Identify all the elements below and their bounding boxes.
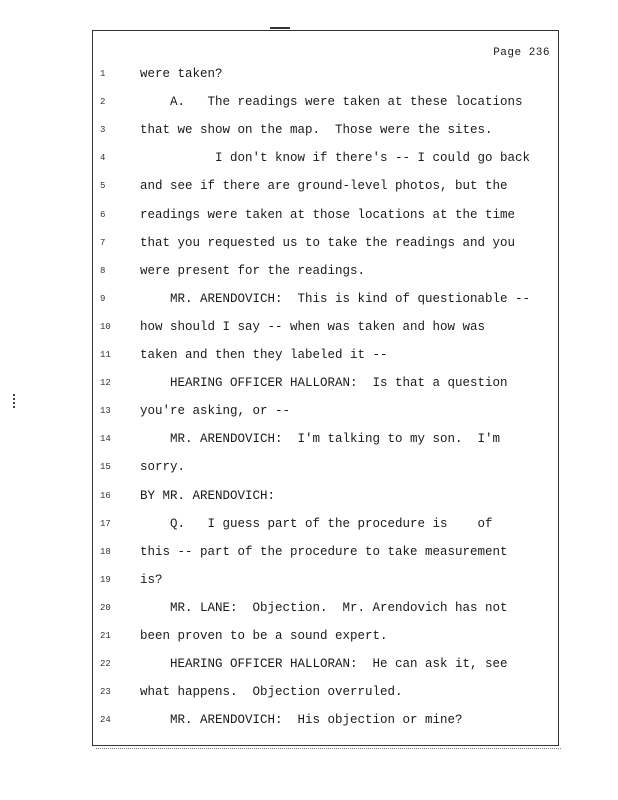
line-text: and see if there are ground-level photos, but the — [140, 179, 508, 194]
transcript-line — [93, 542, 558, 562]
page-number: Page 236 — [493, 47, 550, 59]
line-number: 6 — [100, 209, 106, 220]
transcript-line — [93, 429, 558, 449]
line-number: 16 — [100, 490, 111, 501]
transcript-line — [93, 710, 558, 730]
line-number: 12 — [100, 378, 111, 389]
transcript-line — [93, 345, 558, 365]
line-number: 18 — [100, 546, 111, 557]
transcript-line — [93, 92, 558, 112]
line-number: 4 — [100, 153, 106, 164]
line-number: 20 — [100, 602, 111, 613]
line-text: what happens. Objection overruled. — [140, 685, 403, 700]
line-number: 21 — [100, 631, 111, 641]
line-text: MR. ARENDOVICH: I'm talking to my son. I'm — [140, 432, 501, 447]
line-text: that you requested us to take the readings and you — [140, 235, 516, 250]
line-number: 8 — [100, 265, 106, 276]
line-text: is? — [140, 572, 163, 587]
transcript-line — [93, 317, 558, 337]
line-text: Q. I guess part of the procedure is of — [140, 516, 493, 531]
line-text: this -- part of the procedure to take measurement — [140, 544, 508, 559]
transcript-line — [93, 289, 558, 309]
transcript-line — [93, 457, 558, 477]
line-number: 22 — [100, 659, 111, 670]
transcript-line — [93, 205, 558, 225]
line-number: 10 — [100, 321, 111, 332]
transcript-line — [93, 514, 558, 534]
line-text: that we show on the map. Those were the sites. — [140, 123, 493, 138]
line-number: 2 — [100, 97, 106, 108]
line-text: MR. LANE: Objection. Mr. Arendovich has not — [140, 600, 508, 615]
line-text: were taken? — [140, 67, 223, 81]
transcript-line — [93, 682, 558, 702]
transcript-line — [93, 176, 558, 196]
line-text: were present for the readings. — [140, 263, 366, 278]
line-text: how should I say -- when was taken and how was — [140, 319, 486, 334]
transcript-line — [93, 626, 558, 646]
line-text: taken and then they labeled it -- — [140, 348, 388, 362]
line-text: MR. ARENDOVICH: This is kind of questionable -- — [140, 291, 531, 306]
line-number: 19 — [100, 574, 111, 585]
transcript-lines — [93, 31, 558, 745]
transcript-line — [93, 654, 558, 674]
line-number: 23 — [100, 687, 111, 698]
line-number: 1 — [100, 69, 106, 79]
transcript-line — [93, 373, 558, 393]
line-text: I don't know if there's -- I could go back — [140, 151, 531, 166]
transcript-line — [93, 598, 558, 618]
line-text: sorry. — [140, 460, 186, 475]
line-number: 24 — [100, 715, 111, 726]
transcript-line — [93, 64, 558, 84]
line-text: BY MR. ARENDOVICH: — [140, 488, 276, 503]
line-number: 11 — [100, 350, 111, 360]
line-text: you're asking, or -- — [140, 404, 291, 419]
transcript-line — [93, 570, 558, 590]
line-text: HEARING OFFICER HALLORAN: Is that a question — [140, 376, 508, 391]
line-text: A. The readings were taken at these locations — [140, 95, 523, 110]
line-number: 17 — [100, 518, 111, 529]
side-binding-mark — [13, 394, 17, 408]
transcript-line — [93, 401, 558, 421]
line-text: HEARING OFFICER HALLORAN: He can ask it, see — [140, 657, 508, 672]
transcript-line — [93, 261, 558, 281]
line-number: 14 — [100, 434, 111, 445]
line-number: 15 — [100, 462, 111, 473]
line-number: 7 — [100, 237, 106, 248]
line-number: 5 — [100, 181, 106, 192]
transcript-line — [93, 148, 558, 168]
line-number: 13 — [100, 406, 111, 417]
transcript-line — [93, 120, 558, 140]
line-number: 9 — [100, 293, 106, 304]
transcript-line — [93, 486, 558, 506]
transcript-line — [93, 233, 558, 253]
transcript-page — [92, 30, 559, 746]
line-text: readings were taken at those locations at the time — [140, 207, 516, 222]
line-text: been proven to be a sound expert. — [140, 629, 388, 643]
line-text: MR. ARENDOVICH: His objection or mine? — [140, 713, 463, 728]
line-number: 3 — [100, 125, 106, 136]
